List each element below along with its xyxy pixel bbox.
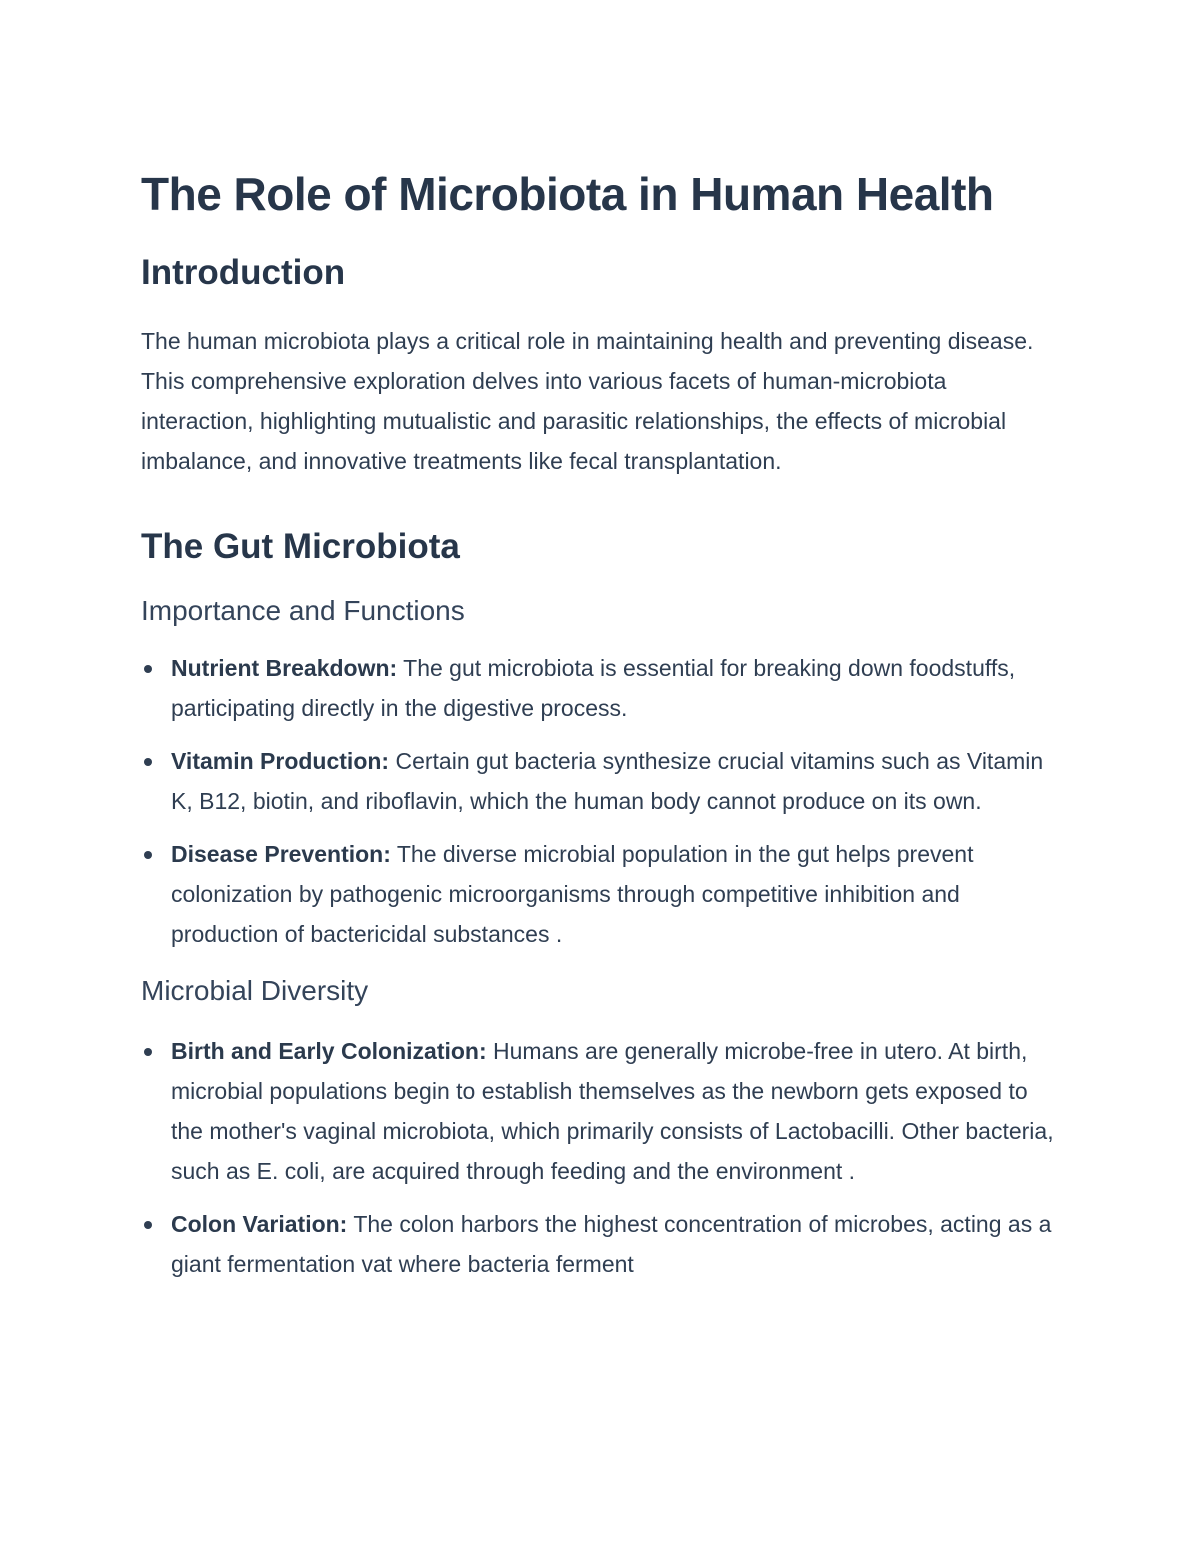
list-item-text: Humans are generally microbe-free in utero. At birth, microbial populations begin to establish themselves as the newborn gets exposed to the mother's vaginal microbiota, which primarily consists of Lactobacilli. Other bacteria, such as E. coli, are acquired through feeding and the environment . xyxy=(171,1038,1054,1184)
list-item-colon-variation xyxy=(141,1204,1061,1284)
list-item-text: Certain gut bacteria synthesize crucial vitamins such as Vitamin K, B12, biotin, and riboflavin, which the human body cannot produce on its own. xyxy=(171,748,1044,814)
bullet-icon xyxy=(144,851,152,859)
document-title: The Role of Microbiota in Human Health xyxy=(141,168,994,220)
list-item-term: Birth and Early Colonization: xyxy=(171,1038,487,1064)
diversity-list xyxy=(141,1031,1061,1284)
importance-functions-heading: Importance and Functions xyxy=(141,595,465,626)
introduction-heading: Introduction xyxy=(141,253,346,292)
list-item-vitamin-production xyxy=(141,741,1061,821)
introduction-paragraph: The human microbiota plays a critical role in maintaining health and preventing disease. This comprehensive exploration delves into various facets of human-microbiota interaction, highlighting mutualistic and parasitic relationships, the effects of microbial imbalance, and innovative treatments like fecal transplantation. xyxy=(141,328,1034,474)
list-item-term: Colon Variation: xyxy=(171,1211,348,1237)
list-item-text: The gut microbiota is essential for breaking down foodstuffs, participating directly in the digestive process. xyxy=(171,655,1016,721)
bullet-icon xyxy=(144,758,152,766)
bullet-icon xyxy=(144,665,152,673)
list-item-term: Disease Prevention: xyxy=(171,841,391,867)
bullet-icon xyxy=(144,1221,152,1229)
importance-list xyxy=(141,648,1061,954)
bullet-icon xyxy=(144,1048,152,1056)
list-item-term: Nutrient Breakdown: xyxy=(171,655,398,681)
gut-microbiota-heading: The Gut Microbiota xyxy=(141,527,460,566)
list-item-birth-early-colonization xyxy=(141,1031,1061,1191)
list-item-disease-prevention xyxy=(141,834,1061,954)
list-item-text: The diverse microbial population in the gut helps prevent colonization by pathogenic microorganisms through competitive inhibition and production of bactericidal substances . xyxy=(171,841,974,947)
list-item-nutrient-breakdown xyxy=(141,648,1061,728)
microbial-diversity-heading: Microbial Diversity xyxy=(141,975,369,1006)
list-item-text: The colon harbors the highest concentration of microbes, acting as a giant fermentation vat where bacteria ferment xyxy=(171,1211,1052,1277)
list-item-term: Vitamin Production: xyxy=(171,748,390,774)
document-page xyxy=(141,164,1061,1297)
